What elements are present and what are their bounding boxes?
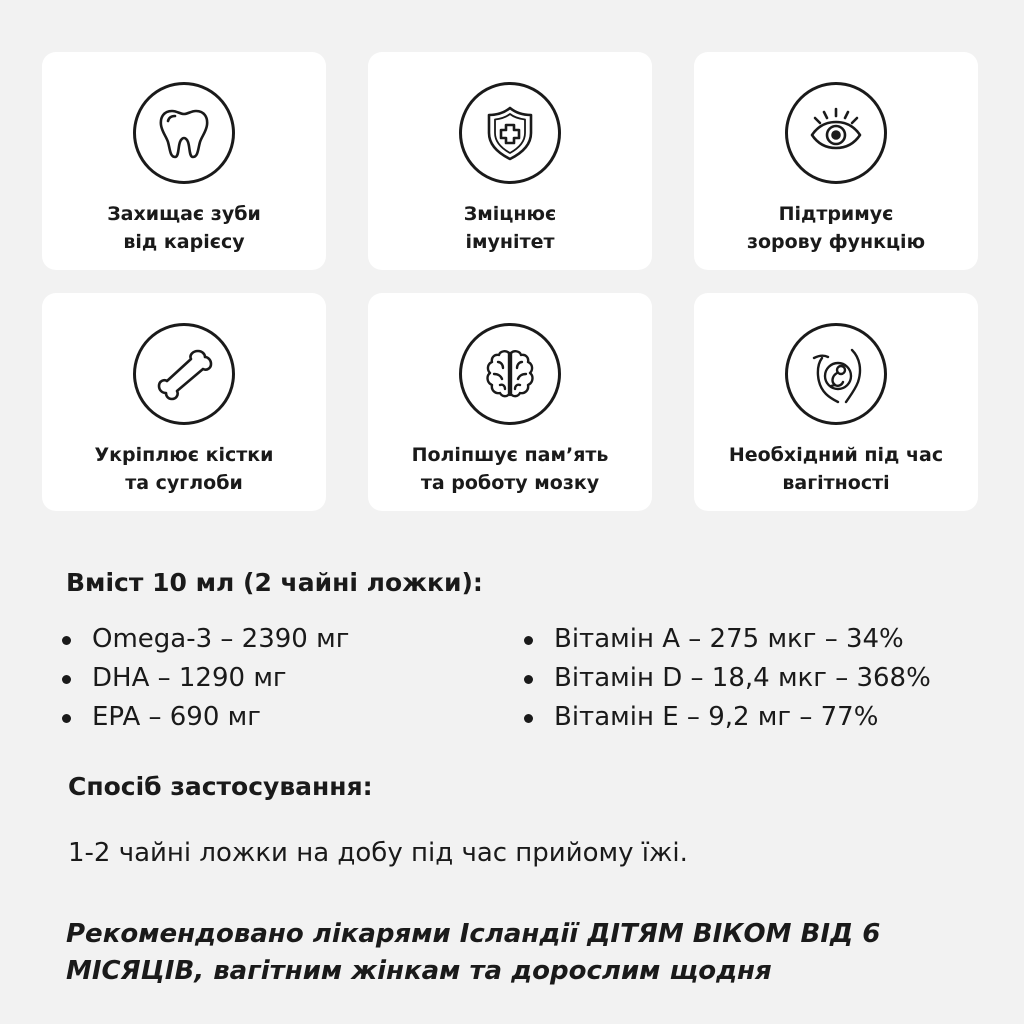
tooth-icon (133, 82, 235, 184)
bullet-icon (524, 636, 533, 645)
list-item (60, 698, 349, 737)
list-item (60, 620, 349, 659)
list-item (522, 659, 931, 698)
list-item-text: EPA – 690 мг (92, 702, 261, 732)
contents-list-right (522, 620, 931, 737)
brain-icon (459, 323, 561, 425)
bullet-icon (524, 675, 533, 684)
list-item (60, 659, 349, 698)
benefit-label: Укріплює кістки та суглоби (94, 444, 274, 494)
benefit-card-pregnancy (694, 293, 978, 511)
benefit-label: Захищає зуби від карієсу (107, 203, 261, 253)
shield-cross-icon (459, 82, 561, 184)
contents-list-left (60, 620, 349, 737)
pregnancy-icon (785, 323, 887, 425)
eye-icon (785, 82, 887, 184)
bullet-icon (62, 714, 71, 723)
usage-title: Спосіб застосування: (68, 772, 373, 801)
benefit-card-vision (694, 52, 978, 270)
benefit-card-immunity (368, 52, 652, 270)
list-item (522, 620, 931, 659)
bullet-icon (62, 636, 71, 645)
recommendation-text: Рекомендовано лікарями Ісландії ДІТЯМ ВІКОМ ВІД 6 МІСЯЦІВ, вагітним жінкам та дорослим щодня (66, 919, 881, 986)
benefit-label: Зміцнює імунітет (463, 203, 557, 253)
benefit-label: Поліпшує пам’ять та роботу мозку (411, 444, 609, 494)
usage-text: 1-2 чайні ложки на добу під час прийому їжі. (68, 838, 688, 868)
list-item (522, 698, 931, 737)
benefit-card-teeth (42, 52, 326, 270)
list-item-text: Вітамін E – 9,2 мг – 77% (554, 702, 879, 732)
contents-title: Вміст 10 мл (2 чайні ложки): (66, 568, 483, 597)
bone-icon (133, 323, 235, 425)
benefits-grid (42, 52, 979, 511)
list-item-text: Вітамін D – 18,4 мкг – 368% (554, 663, 931, 693)
benefit-label: Підтримує зорову функцію (746, 203, 926, 253)
list-item-text: Вітамін A – 275 мкг – 34% (554, 624, 904, 654)
bullet-icon (62, 675, 71, 684)
benefit-card-brain (368, 293, 652, 511)
benefit-card-bones (42, 293, 326, 511)
benefit-label: Необхідний під час вагітності (728, 444, 944, 494)
list-item-text: DHA – 1290 мг (92, 663, 287, 693)
list-item-text: Omega-3 – 2390 мг (92, 624, 350, 654)
bullet-icon (524, 714, 533, 723)
